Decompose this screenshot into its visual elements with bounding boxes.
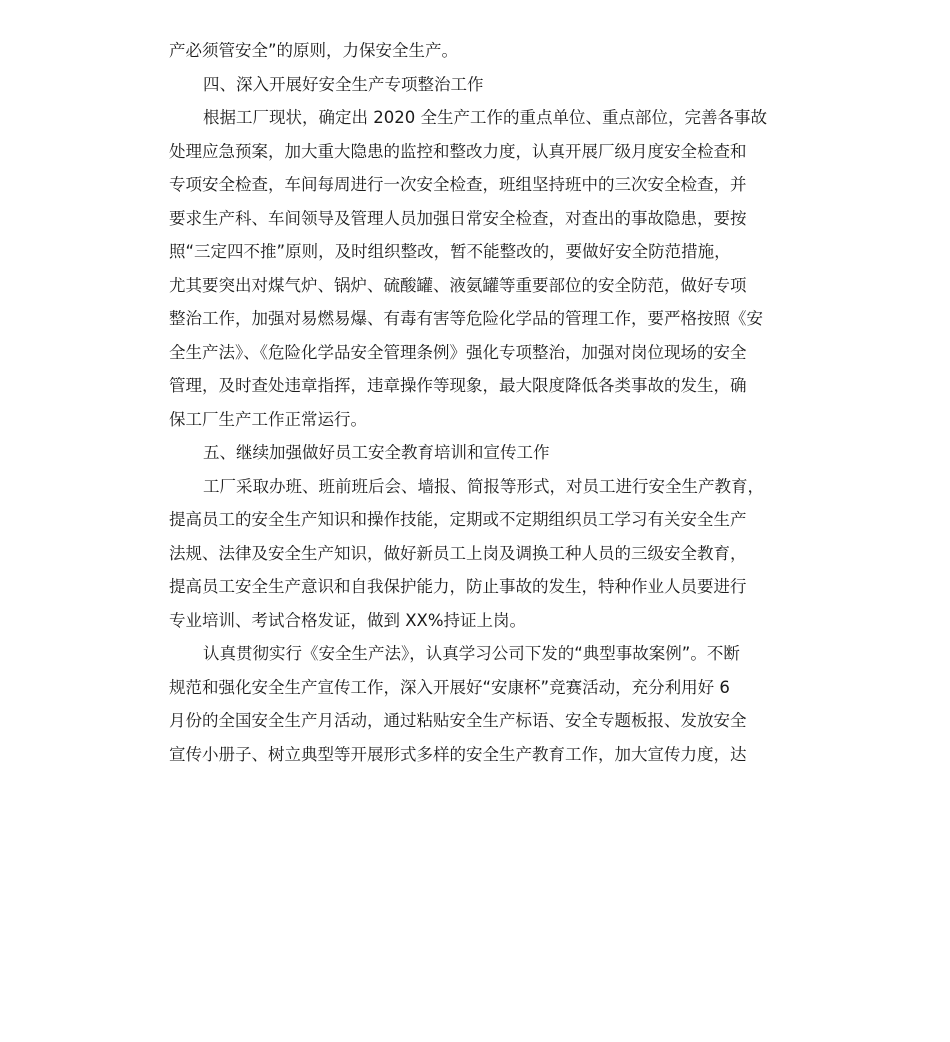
text-line: 产必须管安全”的原则，力保安全生产。 [169, 41, 459, 60]
text-line: 专项安全检查，车间每周进行一次安全检查，班组坚持班中的三次安全检查，并 [169, 175, 747, 194]
text-line: 尤其要突出对煤气炉、锅炉、硫酸罐、液氨罐等重要部位的安全防范，做好专项 [169, 275, 747, 295]
text-line: 专业培训、考试合格发证，做到 XX%持证上岗。 [169, 610, 527, 630]
text-line: 提高员工的安全生产知识和操作技能，定期或不定期组织员工学习有关安全生产 [169, 510, 747, 529]
paragraph-start: 根据工厂现状，确定出 2020 全生产工作的重点单位、重点部位，完善各事故 [203, 108, 767, 127]
text-line: 法规、法律及安全生产知识，做好新员工上岗及调换工种人员的三级安全教育， [169, 543, 747, 563]
document-body [169, 34, 783, 771]
text-line: 提高员工安全生产意识和自我保护能力，防止事故的发生，特种作业人员要进行 [169, 577, 747, 596]
text-line: 处理应急预案，加大重大隐患的监控和整改力度，认真开展厂级月度安全检查和 [169, 141, 747, 161]
text-line: 规范和强化安全生产宣传工作，深入开展好“安康杯”竞赛活动，充分利用好 6 [169, 677, 730, 697]
text-line: 要求生产科、车间领导及管理人员加强日常安全检查，对查出的事故隐患，要按 [169, 208, 747, 228]
text-line: 月份的全国安全生产月活动，通过粘贴安全生产标语、安全专题板报、发放安全 [169, 711, 747, 730]
text-line: 全生产法》、《危险化学品安全管理条例》强化专项整治，加强对岗位现场的安全 [169, 342, 747, 362]
text-line: 宣传小册子、树立典型等开展形式多样的安全生产教育工作，加大宣传力度，达 [169, 744, 747, 764]
text-line: 整治工作，加强对易燃易爆、有毒有害等危险化学品的管理工作，要严格按照《安 [169, 309, 763, 328]
text-line: 保工厂生产工作正常运行。 [169, 409, 367, 429]
paragraph-start: 认真贯彻实行《安全生产法》，认真学习公司下发的“典型事故案例”。不断 [203, 644, 740, 663]
text-line: 照“三定四不推”原则，及时组织整改，暂不能整改的，要做好安全防范措施， [169, 242, 731, 261]
text-line: 管理，及时查处违章指挥，违章操作等现象，最大限度降低各类事故的发生，确 [169, 376, 747, 395]
section-heading-5: 五、继续加强做好员工安全教育培训和宣传工作 [203, 443, 550, 462]
section-heading-4: 四、深入开展好安全生产专项整治工作 [203, 74, 484, 94]
paragraph-start: 工厂采取办班、班前班后会、墙报、简报等形式，对员工进行安全生产教育， [203, 476, 764, 496]
